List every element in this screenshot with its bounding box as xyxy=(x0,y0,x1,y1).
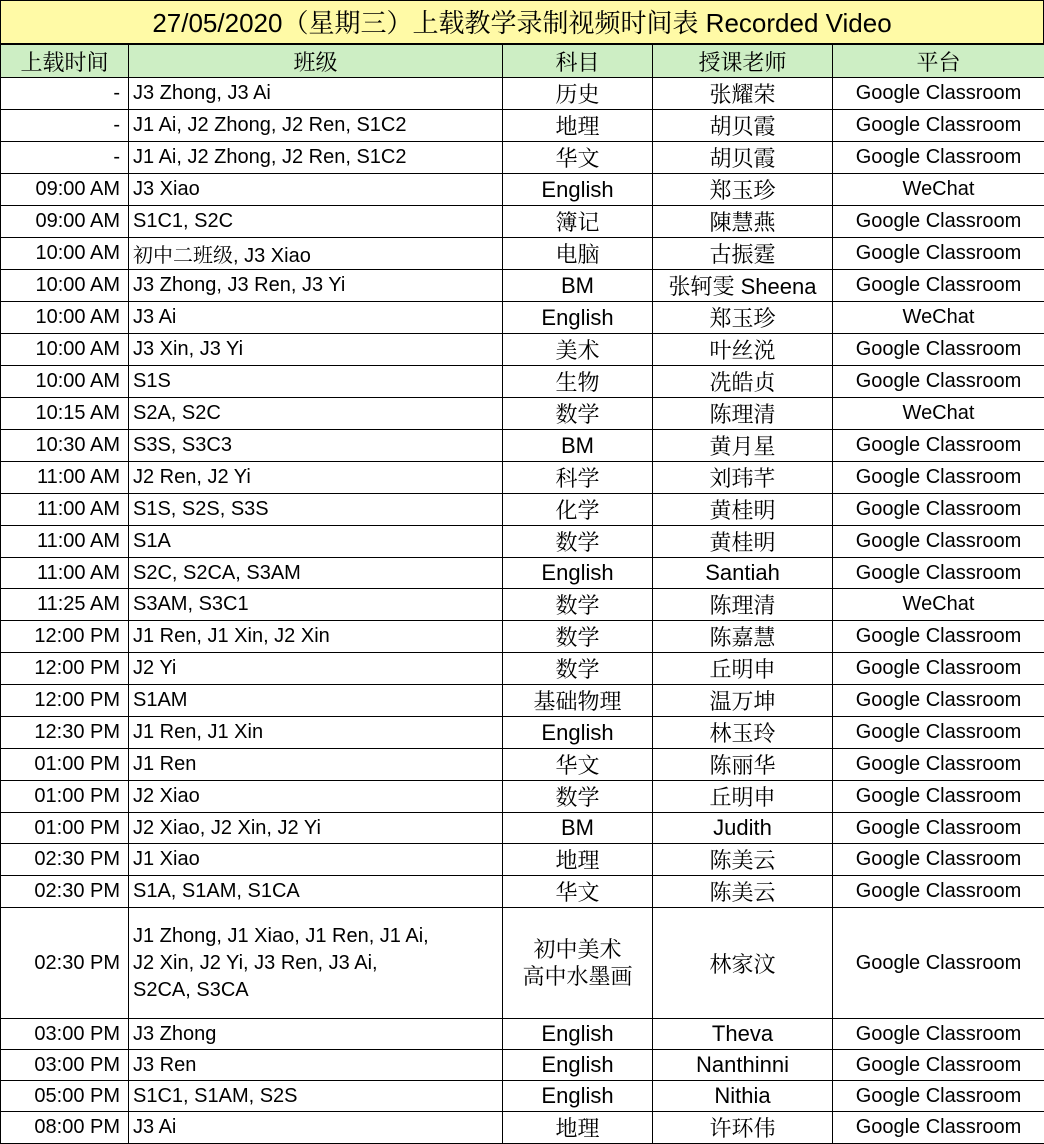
upload-time-cell: 12:00 PM xyxy=(1,653,129,685)
table-row xyxy=(1,270,1044,302)
class-cell: J1 Ren, J1 Xin xyxy=(129,717,503,749)
table-row xyxy=(1,558,1044,589)
subject-cell: English xyxy=(503,717,653,749)
upload-time-cell: 02:30 PM xyxy=(1,876,129,908)
class-cell: J1 Ai, J2 Zhong, J2 Ren, S1C2 xyxy=(129,142,503,174)
upload-time-cell: 10:00 AM xyxy=(1,302,129,334)
platform-cell: Google Classroom xyxy=(833,462,1044,494)
table-row xyxy=(1,908,1044,1019)
subject-cell: 华文 xyxy=(503,876,653,908)
platform-cell: Google Classroom xyxy=(833,685,1044,717)
class-cell: S2A, S2C xyxy=(129,398,503,430)
platform-cell: Google Classroom xyxy=(833,1050,1044,1081)
subject-cell: 电脑 xyxy=(503,238,653,270)
table-row xyxy=(1,844,1044,876)
upload-time-cell: 01:00 PM xyxy=(1,781,129,813)
table-row xyxy=(1,749,1044,781)
table-row xyxy=(1,206,1044,238)
platform-cell: Google Classroom xyxy=(833,781,1044,813)
teacher-cell: Theva xyxy=(653,1019,833,1050)
class-cell: 初中二班级, J3 Xiao xyxy=(129,238,503,270)
platform-cell: Google Classroom xyxy=(833,206,1044,238)
table-row xyxy=(1,430,1044,462)
teacher-cell: 陈丽华 xyxy=(653,749,833,781)
platform-cell: Google Classroom xyxy=(833,1112,1044,1144)
table-row xyxy=(1,494,1044,526)
table-row xyxy=(1,1050,1044,1081)
table-row xyxy=(1,621,1044,653)
teacher-cell: 古振霆 xyxy=(653,238,833,270)
platform-cell: Google Classroom xyxy=(833,270,1044,302)
subject-cell: 生物 xyxy=(503,366,653,398)
teacher-cell: 黄月星 xyxy=(653,430,833,462)
teacher-cell: 许环伟 xyxy=(653,1112,833,1144)
upload-time-cell: 12:00 PM xyxy=(1,685,129,717)
upload-time-cell: 02:30 PM xyxy=(1,844,129,876)
upload-time-cell: 10:00 AM xyxy=(1,366,129,398)
teacher-cell: 林玉玲 xyxy=(653,717,833,749)
subject-cell: 美术 xyxy=(503,334,653,366)
teacher-cell: 郑玉珍 xyxy=(653,174,833,206)
class-cell: S3AM, S3C1 xyxy=(129,589,503,621)
teacher-cell: 丘明申 xyxy=(653,781,833,813)
platform-cell: WeChat xyxy=(833,174,1044,206)
upload-time-cell: 10:00 AM xyxy=(1,238,129,270)
class-cell: S1C1, S2C xyxy=(129,206,503,238)
platform-cell: Google Classroom xyxy=(833,749,1044,781)
subject-cell: 数学 xyxy=(503,653,653,685)
upload-time-cell: 09:00 AM xyxy=(1,174,129,206)
teacher-cell: 陈美云 xyxy=(653,876,833,908)
class-cell: J3 Zhong xyxy=(129,1019,503,1050)
subject-cell: BM xyxy=(503,430,653,462)
teacher-cell: 陳慧燕 xyxy=(653,206,833,238)
teacher-cell: 陈美云 xyxy=(653,844,833,876)
teacher-cell: 林家汶 xyxy=(653,908,833,1019)
class-cell: J3 Zhong, J3 Ren, J3 Yi xyxy=(129,270,503,302)
class-cell: S1AM xyxy=(129,685,503,717)
platform-cell: Google Classroom xyxy=(833,558,1044,589)
teacher-cell: 刘玮芊 xyxy=(653,462,833,494)
schedule-table xyxy=(0,44,1044,1144)
subject-cell: BM xyxy=(503,270,653,302)
teacher-cell: Nanthinni xyxy=(653,1050,833,1081)
teacher-cell: 丘明申 xyxy=(653,653,833,685)
platform-cell: Google Classroom xyxy=(833,78,1044,110)
page-title: 27/05/2020（星期三）上载教学录制视频时间表 Recorded Video xyxy=(0,0,1044,44)
platform-cell: Google Classroom xyxy=(833,717,1044,749)
upload-time-cell: 11:00 AM xyxy=(1,462,129,494)
column-header-teacher: 授课老师 xyxy=(653,45,833,78)
class-cell: J3 Ren xyxy=(129,1050,503,1081)
class-cell: J1 Ren xyxy=(129,749,503,781)
teacher-cell: 温万坤 xyxy=(653,685,833,717)
table-row xyxy=(1,398,1044,430)
upload-time-cell: 10:30 AM xyxy=(1,430,129,462)
platform-cell: Google Classroom xyxy=(833,653,1044,685)
table-row xyxy=(1,174,1044,206)
upload-time-cell: - xyxy=(1,142,129,174)
header-row xyxy=(1,45,1044,78)
upload-time-cell: 03:00 PM xyxy=(1,1019,129,1050)
upload-time-cell: 11:00 AM xyxy=(1,558,129,589)
upload-time-cell: 12:30 PM xyxy=(1,717,129,749)
subject-cell: English xyxy=(503,1081,653,1112)
class-cell: J3 Ai xyxy=(129,302,503,334)
subject-cell: 数学 xyxy=(503,589,653,621)
upload-time-cell: - xyxy=(1,78,129,110)
class-cell: J3 Ai xyxy=(129,1112,503,1144)
teacher-cell: 黄桂明 xyxy=(653,526,833,558)
subject-cell: 科学 xyxy=(503,462,653,494)
teacher-cell: 叶丝涚 xyxy=(653,334,833,366)
platform-cell: Google Classroom xyxy=(833,621,1044,653)
platform-cell: Google Classroom xyxy=(833,142,1044,174)
table-row xyxy=(1,366,1044,398)
class-cell: J3 Xiao xyxy=(129,174,503,206)
platform-cell: WeChat xyxy=(833,589,1044,621)
class-cell: S1A, S1AM, S1CA xyxy=(129,876,503,908)
subject-cell: 初中美术 高中水墨画 xyxy=(503,908,653,1019)
class-cell: S1C1, S1AM, S2S xyxy=(129,1081,503,1112)
class-cell: J1 Ren, J1 Xin, J2 Xin xyxy=(129,621,503,653)
upload-time-cell: 09:00 AM xyxy=(1,206,129,238)
upload-time-cell: 05:00 PM xyxy=(1,1081,129,1112)
class-cell: J2 Xiao, J2 Xin, J2 Yi xyxy=(129,813,503,844)
platform-cell: Google Classroom xyxy=(833,366,1044,398)
column-header-subject: 科目 xyxy=(503,45,653,78)
upload-time-cell: 11:00 AM xyxy=(1,526,129,558)
teacher-cell: 冼皓贞 xyxy=(653,366,833,398)
table-row xyxy=(1,1112,1044,1144)
upload-time-cell: 10:00 AM xyxy=(1,270,129,302)
class-cell: S1S xyxy=(129,366,503,398)
upload-time-cell: 11:25 AM xyxy=(1,589,129,621)
teacher-cell: 胡贝霞 xyxy=(653,110,833,142)
upload-time-cell: 01:00 PM xyxy=(1,749,129,781)
platform-cell: Google Classroom xyxy=(833,813,1044,844)
subject-cell: English xyxy=(503,174,653,206)
upload-time-cell: 02:30 PM xyxy=(1,908,129,1019)
platform-cell: Google Classroom xyxy=(833,1081,1044,1112)
class-cell: J2 Xiao xyxy=(129,781,503,813)
table-row xyxy=(1,685,1044,717)
platform-cell: WeChat xyxy=(833,302,1044,334)
subject-cell: English xyxy=(503,558,653,589)
table-row xyxy=(1,238,1044,270)
subject-cell: English xyxy=(503,302,653,334)
teacher-cell: 郑玉珍 xyxy=(653,302,833,334)
schedule-rows xyxy=(1,78,1044,1144)
class-cell: J1 Zhong, J1 Xiao, J1 Ren, J1 Ai, J2 Xin, J2 Yi, J3 Ren, J3 Ai, S2CA, S3CA xyxy=(129,908,503,1019)
teacher-cell: 张耀荣 xyxy=(653,78,833,110)
subject-cell: 数学 xyxy=(503,621,653,653)
upload-time-cell: 01:00 PM xyxy=(1,813,129,844)
upload-time-cell: - xyxy=(1,110,129,142)
column-header-class: 班级 xyxy=(129,45,503,78)
table-row xyxy=(1,589,1044,621)
table-row xyxy=(1,78,1044,110)
upload-time-cell: 08:00 PM xyxy=(1,1112,129,1144)
subject-cell: 地理 xyxy=(503,844,653,876)
subject-cell: 华文 xyxy=(503,749,653,781)
class-cell: J2 Ren, J2 Yi xyxy=(129,462,503,494)
subject-cell: 簿记 xyxy=(503,206,653,238)
upload-time-cell: 10:15 AM xyxy=(1,398,129,430)
teacher-cell: 张轲雯 Sheena xyxy=(653,270,833,302)
table-row xyxy=(1,526,1044,558)
platform-cell: Google Classroom xyxy=(833,1019,1044,1050)
teacher-cell: 陈理清 xyxy=(653,398,833,430)
platform-cell: Google Classroom xyxy=(833,334,1044,366)
class-cell: S1A xyxy=(129,526,503,558)
class-cell: S3S, S3C3 xyxy=(129,430,503,462)
class-cell: J3 Xin, J3 Yi xyxy=(129,334,503,366)
column-header-platform: 平台 xyxy=(833,45,1044,78)
class-cell: S2C, S2CA, S3AM xyxy=(129,558,503,589)
subject-cell: BM xyxy=(503,813,653,844)
platform-cell: Google Classroom xyxy=(833,238,1044,270)
table-row xyxy=(1,717,1044,749)
table-row xyxy=(1,334,1044,366)
subject-cell: 数学 xyxy=(503,526,653,558)
platform-cell: WeChat xyxy=(833,398,1044,430)
upload-time-cell: 12:00 PM xyxy=(1,621,129,653)
teacher-cell: 胡贝霞 xyxy=(653,142,833,174)
subject-cell: 地理 xyxy=(503,1112,653,1144)
teacher-cell: 陈理清 xyxy=(653,589,833,621)
table-row xyxy=(1,1081,1044,1112)
platform-cell: Google Classroom xyxy=(833,430,1044,462)
subject-cell: 华文 xyxy=(503,142,653,174)
class-cell: J1 Xiao xyxy=(129,844,503,876)
subject-cell: English xyxy=(503,1019,653,1050)
subject-cell: 数学 xyxy=(503,781,653,813)
subject-cell: English xyxy=(503,1050,653,1081)
upload-time-cell: 10:00 AM xyxy=(1,334,129,366)
subject-cell: 基础物理 xyxy=(503,685,653,717)
class-cell: J1 Ai, J2 Zhong, J2 Ren, S1C2 xyxy=(129,110,503,142)
table-row xyxy=(1,142,1044,174)
table-row xyxy=(1,110,1044,142)
table-row xyxy=(1,462,1044,494)
table-row xyxy=(1,781,1044,813)
upload-time-cell: 03:00 PM xyxy=(1,1050,129,1081)
table-row xyxy=(1,1019,1044,1050)
class-cell: J2 Yi xyxy=(129,653,503,685)
platform-cell: Google Classroom xyxy=(833,908,1044,1019)
table-row xyxy=(1,813,1044,844)
subject-cell: 地理 xyxy=(503,110,653,142)
platform-cell: Google Classroom xyxy=(833,844,1044,876)
table-row xyxy=(1,302,1044,334)
class-cell: S1S, S2S, S3S xyxy=(129,494,503,526)
class-cell: J3 Zhong, J3 Ai xyxy=(129,78,503,110)
platform-cell: Google Classroom xyxy=(833,876,1044,908)
platform-cell: Google Classroom xyxy=(833,526,1044,558)
teacher-cell: 黄桂明 xyxy=(653,494,833,526)
teacher-cell: Santiah xyxy=(653,558,833,589)
subject-cell: 历史 xyxy=(503,78,653,110)
table-row xyxy=(1,653,1044,685)
platform-cell: Google Classroom xyxy=(833,110,1044,142)
teacher-cell: Nithia xyxy=(653,1081,833,1112)
column-header-upload-time: 上载时间 xyxy=(1,45,129,78)
subject-cell: 化学 xyxy=(503,494,653,526)
teacher-cell: 陈嘉慧 xyxy=(653,621,833,653)
subject-cell: 数学 xyxy=(503,398,653,430)
upload-time-cell: 11:00 AM xyxy=(1,494,129,526)
platform-cell: Google Classroom xyxy=(833,494,1044,526)
teacher-cell: Judith xyxy=(653,813,833,844)
table-row xyxy=(1,876,1044,908)
